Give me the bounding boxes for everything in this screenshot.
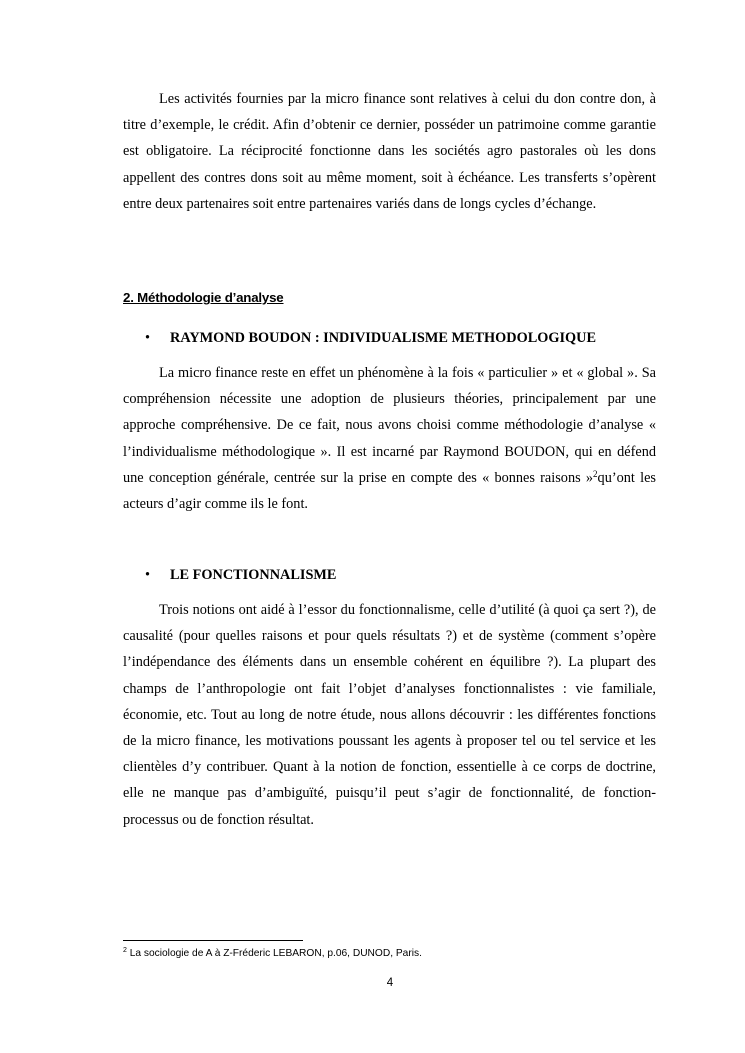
page-number: 4 — [386, 977, 394, 989]
bullet-icon: • — [145, 330, 151, 346]
footnote-reference: 2 — [593, 468, 598, 479]
intro-paragraph: Les activités fournies par la micro finance sont relatives à celui du don contre don, à titre d’exemple, le crédit. Afin d’obtenir ce dernier, posséder un patrimoine comme garantie est obligatoire. La réciprocité fonctionne dans les sociétés agro pastorales où les dons appellent des contres dons soit au même moment, soit à échéance. Les transferts s’opèrent entre deux partenaires soit entre partenaires variés dans de longs cycles d’échange. — [123, 91, 656, 212]
bullet-heading-fonctionnalisme-text: LE FONCTIONNALISME — [170, 567, 337, 583]
footnote-text: La sociologie de A à Z-Fréderic LEBARON, p.06, DUNOD, Paris. — [126, 948, 422, 959]
fonctionnalisme-paragraph: Trois notions ont aidé à l’essor du fonctionnalisme, celle d’utilité (à quoi ça sert ?), de causalité (pour quelles raisons et pour quels résultats ?) et de système (comment s’opère l’indépendance des éléments dans un ensemble cohérent en équilibre ?). La plupart des champs de l’anthropologie ont fait l’objet d’analyses fonctionnalistes : vie familiale, économie, etc. Tout au long de notre étude, nous allons découvrir : les différentes fonctions de la micro finance, les motivations poussant les agents à proposer tel ou tel service et les clientèles d’y contribuer. Quant à la notion de fonction, essentielle à ce corps de doctrine, elle ne manque pas d’ambiguïté, puisqu’il peut s’agir de fonctionnalité, de fonction-processus ou de fonction résultat. — [123, 602, 656, 828]
bullet-heading-boudon-text: RAYMOND BOUDON : INDIVIDUALISME METHODOLOGIQUE — [170, 330, 597, 346]
boudon-paragraph — [123, 360, 656, 517]
bullet-heading-boudon — [145, 328, 596, 348]
footnote-number: 2 — [123, 947, 127, 954]
footnote-separator — [123, 940, 303, 941]
bullet-icon: • — [145, 567, 151, 583]
section-title: 2. Méthodologie d’analyse — [123, 290, 284, 305]
bullet-heading-fonctionnalisme — [145, 565, 336, 585]
boudon-paragraph-text: La micro finance reste en effet un phénomène à la fois « particulier » et « global ». Sa compréhension nécessite une adoption de plusieurs théories, principalement par une approche compréhensive. De ce fait, nous avons choisi comme méthodologie d’analyse « l’individualisme méthodologique ». Il est incarné par Raymond BOUDON, qui en défend une conception générale, centrée sur la prise en compte des « bonnes raisons » — [123, 365, 656, 486]
footnote — [123, 946, 422, 962]
boudon-paragraph-end: qu’ont les acteurs d’agir comme ils le font. — [123, 469, 656, 513]
